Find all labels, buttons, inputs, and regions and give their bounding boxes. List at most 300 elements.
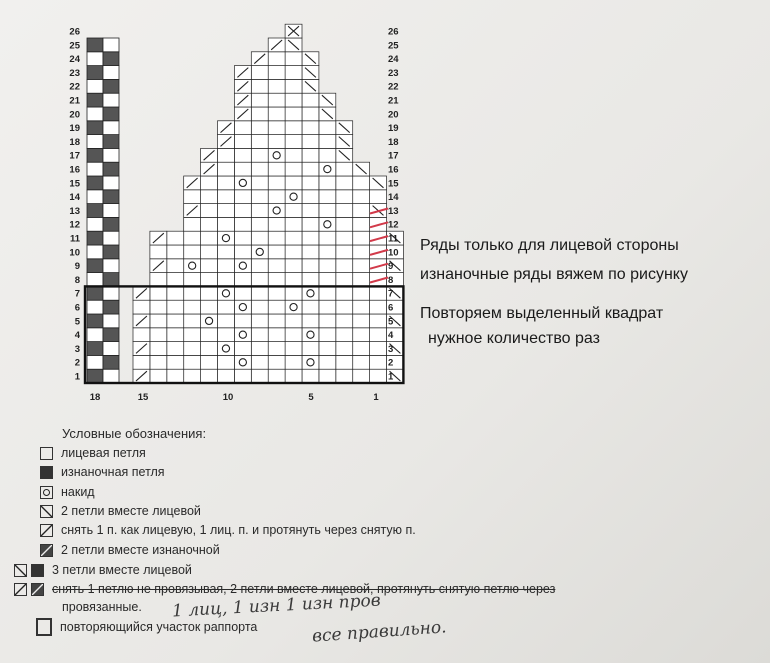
rib-cell bbox=[103, 328, 119, 342]
chart-cell bbox=[319, 245, 336, 259]
chart-cell bbox=[353, 190, 370, 204]
rib-cell bbox=[103, 342, 119, 356]
chart-cell bbox=[167, 369, 184, 383]
chart-cell bbox=[234, 148, 251, 162]
chart-cell bbox=[167, 286, 184, 300]
chart-cell bbox=[302, 273, 319, 287]
chart-cell bbox=[319, 162, 336, 176]
chart-cell bbox=[133, 328, 150, 342]
chart-cell bbox=[268, 121, 285, 135]
rib-cell bbox=[87, 217, 103, 231]
chart-cell bbox=[302, 231, 319, 245]
chart-cell bbox=[336, 245, 353, 259]
rib-cell bbox=[103, 148, 119, 162]
chart-cell bbox=[234, 286, 251, 300]
row-number-right: 5 bbox=[388, 316, 394, 328]
chart-cell bbox=[336, 190, 353, 204]
legend-item-sk2p-cont bbox=[62, 598, 142, 616]
chart-cell bbox=[251, 66, 268, 80]
chart-cell bbox=[302, 93, 319, 107]
chart-cell bbox=[268, 369, 285, 383]
row-number-left: 7 bbox=[74, 288, 80, 300]
chart-cell bbox=[184, 217, 201, 231]
chart-cell bbox=[184, 286, 201, 300]
rib-cell bbox=[87, 259, 103, 273]
chart-cell bbox=[302, 342, 319, 356]
chart-cell bbox=[234, 342, 251, 356]
rib-cell bbox=[103, 231, 119, 245]
chart-cell bbox=[133, 355, 150, 369]
chart-cell bbox=[234, 121, 251, 135]
chart-cell bbox=[251, 217, 268, 231]
chart-cell bbox=[285, 52, 302, 66]
chart-cell bbox=[336, 369, 353, 383]
legend-text: изнаночная петля bbox=[61, 465, 165, 479]
chart-cell bbox=[201, 217, 218, 231]
chart-cell bbox=[184, 259, 201, 273]
chart-cell bbox=[285, 231, 302, 245]
rib-cell bbox=[87, 107, 103, 121]
row-number-right: 20 bbox=[388, 109, 399, 121]
legend-text: повторяющийся участок раппорта bbox=[60, 620, 258, 634]
row-number-left: 11 bbox=[69, 233, 80, 245]
repeat-symbol-icon bbox=[36, 618, 52, 636]
column-label: 15 bbox=[137, 392, 149, 403]
chart-cell bbox=[285, 245, 302, 259]
p2tog-symbol-icon bbox=[40, 544, 53, 557]
row-number-right: 22 bbox=[388, 81, 399, 93]
rib-cell bbox=[87, 342, 103, 356]
chart-cell bbox=[150, 355, 167, 369]
chart-cell bbox=[201, 204, 218, 218]
chart-cell bbox=[336, 342, 353, 356]
chart-cell bbox=[353, 328, 370, 342]
row-number-right: 26 bbox=[388, 26, 399, 38]
chart-cell bbox=[150, 245, 167, 259]
chart-cell bbox=[218, 217, 235, 231]
row-number-left: 6 bbox=[74, 302, 80, 314]
k3tog-light-symbol-icon bbox=[14, 564, 27, 577]
row-number-right: 9 bbox=[388, 261, 394, 273]
row-number-right: 7 bbox=[388, 288, 394, 300]
rib-cell bbox=[87, 300, 103, 314]
chart-cell bbox=[251, 355, 268, 369]
chart-cell bbox=[251, 245, 268, 259]
chart-cell bbox=[302, 369, 319, 383]
row-number-left: 22 bbox=[69, 81, 80, 93]
row-number-right: 1 bbox=[388, 371, 394, 383]
chart-cell bbox=[336, 286, 353, 300]
chart-cell bbox=[167, 231, 184, 245]
chart-cell bbox=[201, 314, 218, 328]
chart-cell bbox=[251, 107, 268, 121]
rib-cell bbox=[103, 369, 119, 383]
rib-cell bbox=[87, 176, 103, 190]
chart-cell bbox=[268, 135, 285, 149]
row-number-right: 12 bbox=[388, 219, 399, 231]
rib-cell bbox=[87, 286, 103, 300]
chart-cell bbox=[319, 204, 336, 218]
chart-cell bbox=[218, 342, 235, 356]
chart-cell bbox=[302, 328, 319, 342]
chart-cell bbox=[353, 314, 370, 328]
legend-text: накид bbox=[61, 485, 95, 499]
row-number-left: 14 bbox=[69, 192, 80, 204]
chart-cell bbox=[268, 190, 285, 204]
chart-cell bbox=[184, 314, 201, 328]
rib-cell bbox=[87, 52, 103, 66]
rib-cell bbox=[87, 38, 103, 52]
chart-cell bbox=[285, 176, 302, 190]
row-number-left: 18 bbox=[69, 136, 80, 148]
chart-cell bbox=[302, 286, 319, 300]
chart-cell bbox=[201, 355, 218, 369]
chart-cell bbox=[234, 328, 251, 342]
chart-cell bbox=[268, 314, 285, 328]
chart-cell bbox=[184, 190, 201, 204]
chart-cell bbox=[370, 369, 387, 383]
rib-cell bbox=[103, 314, 119, 328]
rib-cell bbox=[87, 162, 103, 176]
chart-cell bbox=[268, 66, 285, 80]
note-ws-rows: изнаночные ряды вяжем по рисунку bbox=[420, 266, 688, 283]
chart-cell bbox=[251, 190, 268, 204]
row-number-right: 24 bbox=[388, 54, 399, 66]
chart-cell bbox=[234, 369, 251, 383]
chart-cell bbox=[201, 245, 218, 259]
row-number-left: 25 bbox=[69, 40, 80, 52]
chart-cell bbox=[336, 314, 353, 328]
chart-cell bbox=[353, 342, 370, 356]
rib-cell bbox=[87, 245, 103, 259]
chart-cell bbox=[268, 162, 285, 176]
chart-cell bbox=[234, 300, 251, 314]
chart-cell bbox=[353, 245, 370, 259]
chart-cell bbox=[285, 162, 302, 176]
chart-cell bbox=[319, 231, 336, 245]
row-number-right: 14 bbox=[388, 192, 399, 204]
rib-cell bbox=[87, 369, 103, 383]
column-label: 10 bbox=[222, 392, 234, 403]
chart-cell bbox=[251, 300, 268, 314]
chart-cell bbox=[251, 342, 268, 356]
rib-cell bbox=[87, 314, 103, 328]
chart-cell bbox=[370, 355, 387, 369]
chart-cell bbox=[150, 286, 167, 300]
rib-cell bbox=[103, 286, 119, 300]
chart-cell bbox=[251, 314, 268, 328]
chart-cell bbox=[218, 355, 235, 369]
rib-cell bbox=[103, 79, 119, 93]
rib-cell bbox=[103, 107, 119, 121]
knit-symbol-icon bbox=[40, 447, 53, 460]
chart-cell bbox=[251, 148, 268, 162]
legend-text: снять 1 петлю не провязывая, 2 петли вместе лицевой, протянуть снятую петлю через bbox=[52, 582, 556, 596]
legend-text: 2 петли вместе изнаночной bbox=[61, 543, 220, 557]
chart-cell bbox=[302, 176, 319, 190]
chart-cell bbox=[268, 217, 285, 231]
column-label: 1 bbox=[373, 392, 379, 403]
chart-cell bbox=[319, 135, 336, 149]
chart-cell bbox=[218, 148, 235, 162]
row-number-left: 19 bbox=[69, 123, 80, 135]
chart-cell bbox=[268, 148, 285, 162]
rib-cell bbox=[103, 355, 119, 369]
chart-cell bbox=[302, 107, 319, 121]
chart-cell bbox=[370, 286, 387, 300]
rib-cell bbox=[103, 245, 119, 259]
chart-cell bbox=[218, 259, 235, 273]
chart-cell bbox=[251, 121, 268, 135]
chart-cell bbox=[167, 328, 184, 342]
rib-cell bbox=[87, 121, 103, 135]
chart-cell bbox=[370, 328, 387, 342]
chart-cell bbox=[336, 259, 353, 273]
chart-cell bbox=[285, 300, 302, 314]
chart-cell bbox=[234, 176, 251, 190]
chart-cell bbox=[285, 121, 302, 135]
chart-cell bbox=[218, 204, 235, 218]
chart-cell bbox=[184, 355, 201, 369]
chart-cell bbox=[234, 245, 251, 259]
row-number-right: 4 bbox=[388, 330, 394, 342]
chart-cell bbox=[268, 300, 285, 314]
column-label: 5 bbox=[308, 392, 314, 403]
chart-cell bbox=[268, 273, 285, 287]
chart-cell bbox=[234, 190, 251, 204]
chart-cell bbox=[285, 369, 302, 383]
chart-cell bbox=[285, 135, 302, 149]
skp-symbol-icon bbox=[40, 524, 53, 537]
chart-cell bbox=[201, 328, 218, 342]
row-number-left: 13 bbox=[69, 205, 80, 217]
chart-cell bbox=[251, 93, 268, 107]
chart-cell bbox=[234, 273, 251, 287]
legend-item-knit bbox=[40, 444, 146, 462]
row-number-left: 12 bbox=[69, 219, 80, 231]
chart-cell bbox=[302, 217, 319, 231]
row-number-right: 16 bbox=[388, 164, 399, 176]
row-number-left: 4 bbox=[74, 330, 80, 342]
legend-item-p2tog bbox=[40, 541, 220, 559]
legend-item-yarn-over bbox=[40, 483, 95, 501]
chart-cell bbox=[302, 148, 319, 162]
legend-title: Условные обозначения: bbox=[62, 426, 207, 441]
yarn-over-symbol-icon bbox=[40, 486, 53, 499]
rib-cell bbox=[103, 176, 119, 190]
row-number-left: 16 bbox=[69, 164, 80, 176]
chart-cell bbox=[251, 176, 268, 190]
chart-cell bbox=[336, 162, 353, 176]
row-number-left: 8 bbox=[74, 274, 80, 286]
chart-cell bbox=[201, 259, 218, 273]
rib-cell bbox=[103, 273, 119, 287]
chart-cell bbox=[336, 300, 353, 314]
chart-cell bbox=[285, 217, 302, 231]
chart-cell bbox=[234, 231, 251, 245]
row-number-right: 19 bbox=[388, 123, 399, 135]
chart-cell bbox=[353, 259, 370, 273]
chart-cell bbox=[302, 245, 319, 259]
rib-cell bbox=[87, 328, 103, 342]
rib-cell bbox=[87, 273, 103, 287]
chart-cell bbox=[218, 162, 235, 176]
chart-cell bbox=[319, 217, 336, 231]
chart-cell bbox=[285, 107, 302, 121]
chart-cell bbox=[285, 259, 302, 273]
legend-text: снять 1 п. как лицевую, 1 лиц. п. и протянуть через снятую п. bbox=[61, 523, 416, 537]
chart-cell bbox=[285, 355, 302, 369]
chart-cell bbox=[234, 217, 251, 231]
chart-cell bbox=[285, 190, 302, 204]
chart-cell bbox=[336, 231, 353, 245]
chart-cell bbox=[336, 204, 353, 218]
chart-cell bbox=[184, 300, 201, 314]
legend-text: лицевая петля bbox=[61, 446, 146, 460]
chart-cell bbox=[302, 190, 319, 204]
rib-cell bbox=[103, 66, 119, 80]
row-number-left: 1 bbox=[74, 371, 80, 383]
chart-cell bbox=[251, 79, 268, 93]
chart-cell bbox=[302, 300, 319, 314]
purl-symbol-icon bbox=[40, 466, 53, 479]
rib-cell bbox=[103, 121, 119, 135]
chart-cell bbox=[234, 135, 251, 149]
chart-cell bbox=[353, 231, 370, 245]
chart-cell bbox=[234, 314, 251, 328]
chart-cell bbox=[133, 300, 150, 314]
rib-cell bbox=[87, 93, 103, 107]
chart-cell bbox=[184, 231, 201, 245]
chart-cell bbox=[268, 342, 285, 356]
chart-cell bbox=[319, 328, 336, 342]
chart-cell bbox=[150, 314, 167, 328]
chart-cell bbox=[251, 135, 268, 149]
chart-cell bbox=[201, 231, 218, 245]
legend-text: провязанные. bbox=[62, 600, 142, 614]
k2tog-symbol-icon bbox=[40, 505, 53, 518]
chart-cell bbox=[218, 273, 235, 287]
chart-cell bbox=[285, 273, 302, 287]
chart-cell bbox=[201, 273, 218, 287]
chart-cell bbox=[268, 107, 285, 121]
chart-cell bbox=[319, 300, 336, 314]
rib-cell bbox=[103, 162, 119, 176]
row-number-right: 6 bbox=[388, 302, 394, 314]
legend-item-purl bbox=[40, 463, 165, 481]
row-number-left: 24 bbox=[69, 54, 80, 66]
chart-cell bbox=[319, 273, 336, 287]
chart-cell bbox=[167, 342, 184, 356]
chart-cell bbox=[251, 369, 268, 383]
row-number-left: 20 bbox=[69, 109, 80, 121]
legend-item-repeat bbox=[36, 618, 257, 636]
rib-cell bbox=[103, 300, 119, 314]
chart-cell bbox=[218, 328, 235, 342]
chart-cell bbox=[218, 231, 235, 245]
row-number-right: 18 bbox=[388, 136, 399, 148]
chart-cell bbox=[201, 300, 218, 314]
row-number-right: 21 bbox=[388, 95, 399, 107]
chart-cell bbox=[184, 342, 201, 356]
chart-cell bbox=[218, 314, 235, 328]
chart-cell bbox=[285, 93, 302, 107]
rib-cell bbox=[87, 135, 103, 149]
chart-cell bbox=[184, 245, 201, 259]
chart-cell bbox=[234, 162, 251, 176]
chart-cell bbox=[251, 259, 268, 273]
chart-cell bbox=[285, 342, 302, 356]
rib-cell bbox=[87, 66, 103, 80]
chart-cell bbox=[268, 355, 285, 369]
chart-cell bbox=[336, 273, 353, 287]
handwritten-correction: 1 лиц, 1 изн 1 изн пров bbox=[171, 590, 382, 622]
chart-cell bbox=[167, 245, 184, 259]
chart-cell bbox=[319, 190, 336, 204]
chart-cell bbox=[285, 314, 302, 328]
row-number-right: 17 bbox=[388, 150, 399, 162]
row-number-left: 9 bbox=[74, 261, 80, 273]
chart-cell bbox=[251, 286, 268, 300]
chart-cell bbox=[218, 300, 235, 314]
chart-cell bbox=[218, 286, 235, 300]
row-number-right: 15 bbox=[388, 178, 399, 190]
note-rs-rows: Ряды только для лицевой стороны bbox=[420, 237, 679, 254]
chart-cell bbox=[150, 273, 167, 287]
row-number-left: 15 bbox=[69, 178, 80, 190]
chart-cell bbox=[150, 328, 167, 342]
chart-cell bbox=[218, 245, 235, 259]
chart-cell bbox=[268, 328, 285, 342]
row-number-left: 3 bbox=[74, 343, 80, 355]
chart-cell bbox=[370, 342, 387, 356]
chart-cell bbox=[285, 148, 302, 162]
legend-text: 2 петли вместе лицевой bbox=[61, 504, 201, 518]
chart-cell bbox=[268, 259, 285, 273]
chart-cell bbox=[285, 204, 302, 218]
legend-item-k3tog bbox=[14, 561, 192, 579]
row-number-left: 23 bbox=[69, 67, 80, 79]
chart-cell bbox=[353, 176, 370, 190]
rib-cell bbox=[103, 190, 119, 204]
rib-cell bbox=[87, 355, 103, 369]
chart-cell bbox=[268, 204, 285, 218]
chart-cell bbox=[336, 176, 353, 190]
chart-cell bbox=[251, 204, 268, 218]
chart-cell bbox=[319, 314, 336, 328]
chart-cell bbox=[184, 369, 201, 383]
chart-cell bbox=[184, 273, 201, 287]
rib-cell bbox=[103, 259, 119, 273]
chart-cell bbox=[167, 273, 184, 287]
chart-cell bbox=[268, 176, 285, 190]
row-number-left: 17 bbox=[69, 150, 80, 162]
chart-cell bbox=[150, 342, 167, 356]
chart-cell bbox=[353, 369, 370, 383]
row-number-left: 26 bbox=[69, 26, 80, 38]
chart-cell bbox=[234, 204, 251, 218]
rib-cell bbox=[103, 135, 119, 149]
note-repeat: Повторяем выделенный квадрат bbox=[420, 305, 664, 322]
chart-cell bbox=[167, 300, 184, 314]
chart-cell bbox=[319, 259, 336, 273]
chart-cell bbox=[251, 162, 268, 176]
rib-cell bbox=[87, 148, 103, 162]
chart-cell bbox=[353, 273, 370, 287]
row-number-left: 21 bbox=[69, 95, 80, 107]
chart-cell bbox=[201, 342, 218, 356]
chart-cell bbox=[319, 121, 336, 135]
